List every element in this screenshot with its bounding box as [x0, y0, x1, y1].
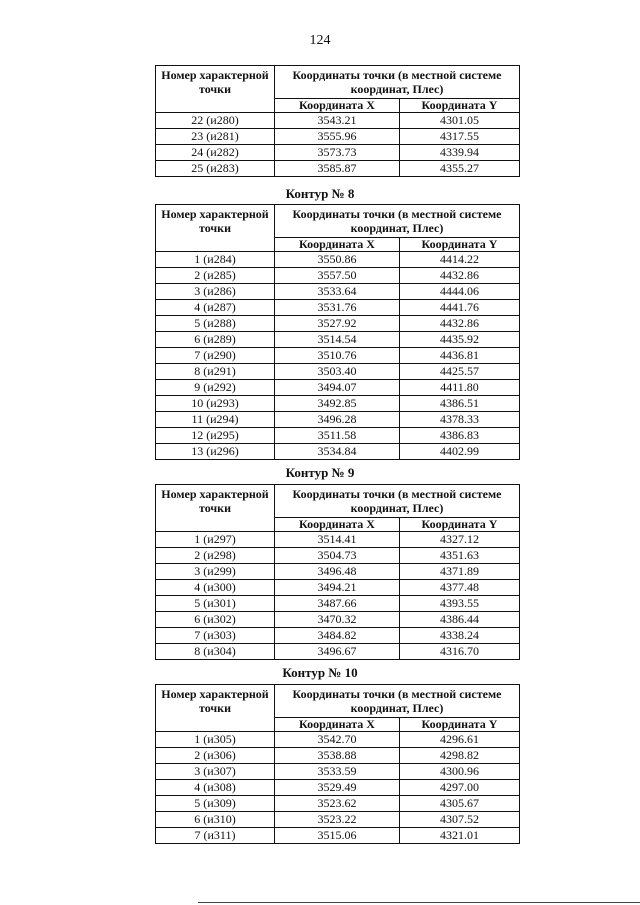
x-coordinate-cell: 3504.73 — [275, 548, 400, 564]
point-number-cell: 12 (и295) — [156, 428, 275, 444]
y-coordinate-cell: 4300.96 — [400, 764, 520, 780]
contour-title: Контур № 9 — [285, 465, 355, 480]
y-coordinate-cell: 4339.94 — [400, 145, 520, 161]
point-number-cell: 11 (и294) — [156, 412, 275, 428]
coordinates-table — [155, 684, 520, 844]
table-row — [156, 548, 520, 564]
x-coordinate-cell: 3527.92 — [275, 316, 400, 332]
table-row — [156, 284, 520, 300]
x-coordinate-cell: 3585.87 — [275, 161, 400, 177]
point-number-cell: 4 (и308) — [156, 780, 275, 796]
x-coordinate-header: Координата X — [275, 718, 400, 732]
x-coordinate-cell: 3534.84 — [275, 444, 400, 460]
y-coordinate-cell: 4297.00 — [400, 780, 520, 796]
x-coordinate-cell: 3533.64 — [275, 284, 400, 300]
x-coordinate-cell: 3533.59 — [275, 764, 400, 780]
point-number-cell: 2 (и306) — [156, 748, 275, 764]
x-coordinate-cell: 3514.41 — [275, 532, 400, 548]
y-coordinate-cell: 4432.86 — [400, 316, 520, 332]
point-number-cell: 1 (и305) — [156, 732, 275, 748]
y-coordinate-cell: 4386.83 — [400, 428, 520, 444]
table-row — [156, 348, 520, 364]
point-number-cell: 2 (и285) — [156, 268, 275, 284]
table-row — [156, 412, 520, 428]
x-coordinate-cell: 3550.86 — [275, 252, 400, 268]
table-row — [156, 764, 520, 780]
table-row — [156, 252, 520, 268]
x-coordinate-cell: 3484.82 — [275, 628, 400, 644]
point-number-cell: 4 (и300) — [156, 580, 275, 596]
table-row — [156, 380, 520, 396]
x-coordinate-cell: 3515.06 — [275, 828, 400, 844]
y-coordinate-cell: 4425.57 — [400, 364, 520, 380]
y-coordinate-cell: 4377.48 — [400, 580, 520, 596]
y-coordinate-cell: 4436.81 — [400, 348, 520, 364]
point-number-header: Номер характерной точки — [156, 66, 275, 113]
point-number-cell: 5 (и309) — [156, 796, 275, 812]
x-coordinate-cell: 3557.50 — [275, 268, 400, 284]
x-coordinate-header: Координата X — [275, 518, 400, 532]
table-row — [156, 300, 520, 316]
table-row — [156, 596, 520, 612]
y-coordinate-cell: 4301.05 — [400, 113, 520, 129]
point-number-cell: 5 (и301) — [156, 596, 275, 612]
x-coordinate-cell: 3555.96 — [275, 129, 400, 145]
y-coordinate-cell: 4316.70 — [400, 644, 520, 660]
y-coordinate-cell: 4327.12 — [400, 532, 520, 548]
point-number-cell: 13 (и296) — [156, 444, 275, 460]
point-number-cell: 5 (и288) — [156, 316, 275, 332]
y-coordinate-cell: 4386.51 — [400, 396, 520, 412]
x-coordinate-header: Координата X — [275, 238, 400, 252]
point-number-cell: 3 (и286) — [156, 284, 275, 300]
point-number-cell: 1 (и297) — [156, 532, 275, 548]
y-coordinate-cell: 4432.86 — [400, 268, 520, 284]
table-row — [156, 532, 520, 548]
x-coordinate-cell: 3510.76 — [275, 348, 400, 364]
y-coordinate-cell: 4393.55 — [400, 596, 520, 612]
x-coordinate-header: Координата X — [275, 99, 400, 113]
contour-title: Контур № 10 — [282, 665, 358, 680]
y-coordinate-cell: 4338.24 — [400, 628, 520, 644]
y-coordinate-header: Координата Y — [400, 718, 520, 732]
y-coordinate-cell: 4298.82 — [400, 748, 520, 764]
table-body — [156, 532, 520, 660]
y-coordinate-cell: 4386.44 — [400, 612, 520, 628]
y-coordinate-cell: 4296.61 — [400, 732, 520, 748]
x-coordinate-cell: 3511.58 — [275, 428, 400, 444]
x-coordinate-cell: 3531.76 — [275, 300, 400, 316]
y-coordinate-cell: 4444.06 — [400, 284, 520, 300]
x-coordinate-cell: 3514.54 — [275, 332, 400, 348]
x-coordinate-cell: 3470.32 — [275, 612, 400, 628]
table-row — [156, 828, 520, 844]
table-row — [156, 428, 520, 444]
x-coordinate-cell: 3523.22 — [275, 812, 400, 828]
x-coordinate-cell: 3496.48 — [275, 564, 400, 580]
x-coordinate-cell: 3503.40 — [275, 364, 400, 380]
table-row — [156, 748, 520, 764]
point-number-cell: 8 (и304) — [156, 644, 275, 660]
point-number-cell: 8 (и291) — [156, 364, 275, 380]
point-number-cell: 22 (и280) — [156, 113, 275, 129]
point-number-header: Номер характерной точки — [156, 685, 275, 732]
x-coordinate-cell: 3523.62 — [275, 796, 400, 812]
x-coordinate-cell: 3494.21 — [275, 580, 400, 596]
y-coordinate-cell: 4307.52 — [400, 812, 520, 828]
point-number-cell: 6 (и302) — [156, 612, 275, 628]
y-coordinate-cell: 4371.89 — [400, 564, 520, 580]
table-row — [156, 332, 520, 348]
point-number-cell: 6 (и310) — [156, 812, 275, 828]
scan-edge-line — [198, 902, 640, 903]
table-row — [156, 161, 520, 177]
x-coordinate-cell: 3543.21 — [275, 113, 400, 129]
point-number-header: Номер характерной точки — [156, 485, 275, 532]
table-row — [156, 732, 520, 748]
coordinates-header: Координаты точки (в местной системе координат, Плес) — [275, 685, 520, 718]
y-coordinate-cell: 4414.22 — [400, 252, 520, 268]
table-row — [156, 129, 520, 145]
coordinates-table — [155, 65, 520, 177]
y-coordinate-cell: 4402.99 — [400, 444, 520, 460]
table-row — [156, 113, 520, 129]
table-row — [156, 612, 520, 628]
table-row — [156, 564, 520, 580]
contour-title: Контур № 8 — [285, 186, 355, 201]
point-number-cell: 4 (и287) — [156, 300, 275, 316]
coordinates-table — [155, 484, 520, 660]
table-row — [156, 364, 520, 380]
y-coordinate-cell: 4411.80 — [400, 380, 520, 396]
x-coordinate-cell: 3542.70 — [275, 732, 400, 748]
point-number-cell: 1 (и284) — [156, 252, 275, 268]
x-coordinate-cell: 3494.07 — [275, 380, 400, 396]
x-coordinate-cell: 3487.66 — [275, 596, 400, 612]
x-coordinate-cell: 3529.49 — [275, 780, 400, 796]
table-row — [156, 444, 520, 460]
coordinates-table — [155, 204, 520, 460]
point-number-cell: 23 (и281) — [156, 129, 275, 145]
table-body — [156, 252, 520, 460]
y-coordinate-cell: 4355.27 — [400, 161, 520, 177]
point-number-cell: 7 (и303) — [156, 628, 275, 644]
table-row — [156, 316, 520, 332]
table-row — [156, 780, 520, 796]
point-number-cell: 24 (и282) — [156, 145, 275, 161]
point-number-cell: 7 (и311) — [156, 828, 275, 844]
y-coordinate-cell: 4378.33 — [400, 412, 520, 428]
table-row — [156, 796, 520, 812]
table-row — [156, 628, 520, 644]
y-coordinate-header: Координата Y — [400, 238, 520, 252]
point-number-cell: 10 (и293) — [156, 396, 275, 412]
point-number-cell: 7 (и290) — [156, 348, 275, 364]
y-coordinate-cell: 4435.92 — [400, 332, 520, 348]
y-coordinate-cell: 4317.55 — [400, 129, 520, 145]
coordinates-header: Координаты точки (в местной системе координат, Плес) — [275, 485, 520, 518]
table-row — [156, 396, 520, 412]
table-row — [156, 145, 520, 161]
point-number-cell: 3 (и307) — [156, 764, 275, 780]
y-coordinate-header: Координата Y — [400, 518, 520, 532]
x-coordinate-cell: 3492.85 — [275, 396, 400, 412]
point-number-cell: 25 (и283) — [156, 161, 275, 177]
table-body — [156, 113, 520, 177]
x-coordinate-cell: 3496.67 — [275, 644, 400, 660]
x-coordinate-cell: 3496.28 — [275, 412, 400, 428]
y-coordinate-cell: 4441.76 — [400, 300, 520, 316]
table-row — [156, 644, 520, 660]
x-coordinate-cell: 3538.88 — [275, 748, 400, 764]
point-number-cell: 9 (и292) — [156, 380, 275, 396]
y-coordinate-cell: 4321.01 — [400, 828, 520, 844]
table-row — [156, 580, 520, 596]
page-number: 124 — [309, 33, 331, 48]
coordinates-header: Координаты точки (в местной системе координат, Плес) — [275, 205, 520, 238]
table-row — [156, 812, 520, 828]
coordinates-header: Координаты точки (в местной системе координат, Плес) — [275, 66, 520, 99]
y-coordinate-cell: 4351.63 — [400, 548, 520, 564]
point-number-cell: 3 (и299) — [156, 564, 275, 580]
table-body — [156, 732, 520, 844]
point-number-cell: 2 (и298) — [156, 548, 275, 564]
point-number-header: Номер характерной точки — [156, 205, 275, 252]
point-number-cell: 6 (и289) — [156, 332, 275, 348]
y-coordinate-cell: 4305.67 — [400, 796, 520, 812]
x-coordinate-cell: 3573.73 — [275, 145, 400, 161]
table-row — [156, 268, 520, 284]
y-coordinate-header: Координата Y — [400, 99, 520, 113]
